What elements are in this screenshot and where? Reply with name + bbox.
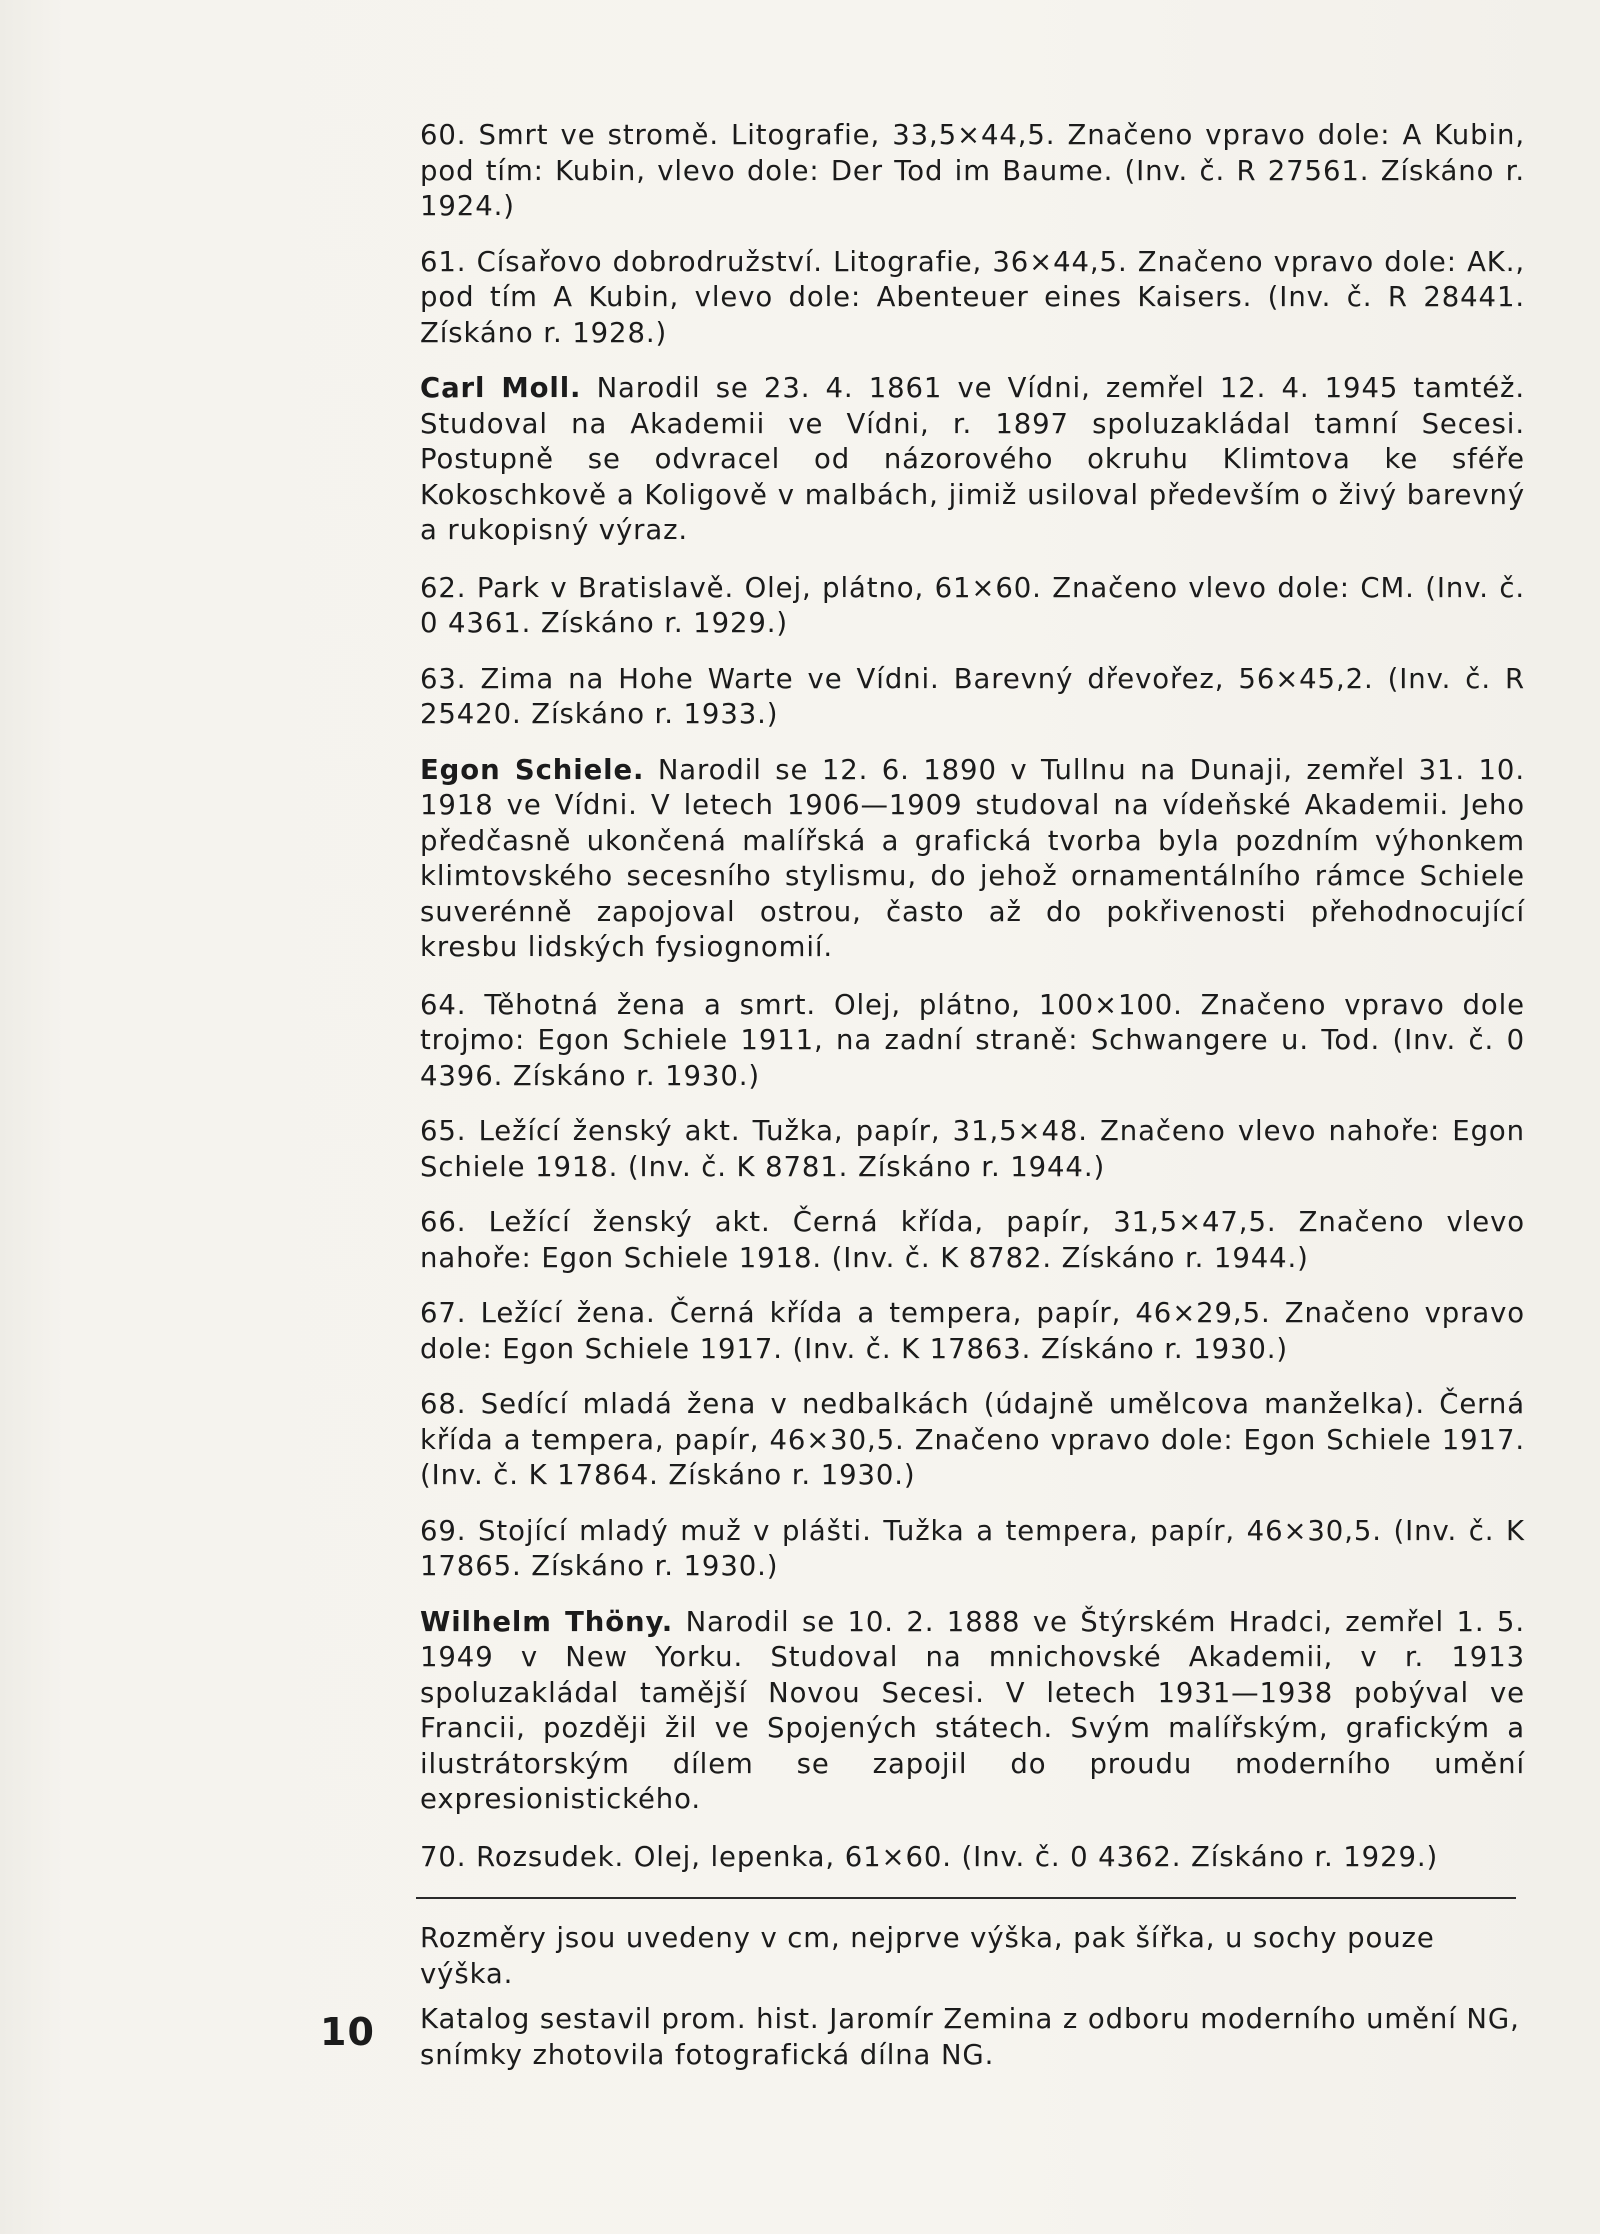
artist-name: Carl Moll. <box>420 372 582 404</box>
catalog-entry-69: 69. Stojící mladý muž v plášti. Tužka a tempera, papír, 46×30,5. (Inv. č. K 17865. Získáno r. 1930.) <box>420 1514 1525 1582</box>
catalog-entry-65: 65. Ležící ženský akt. Tužka, papír, 31,5×48. Značeno vlevo nahoře: Egon Schiele 1918. (Inv. č. K 8781. Získáno r. 1944.) <box>420 1115 1525 1183</box>
artist-name: Egon Schiele. <box>420 753 645 786</box>
page-number: 10 <box>320 2010 375 2054</box>
catalog-text <box>420 118 1525 2083</box>
artist-bio-schiele <box>420 753 1525 966</box>
artist-bio-text: Narodil se 10. 2. 1888 ve Štýrském Hradci, zemřel 1. 5. 1949 v New Yorku. Studoval na mnichovské Akademii, v r. 1913 spoluzakládal tamější Novou Secesi. V letech 1931—1938 pobýval ve Francii, později žil ve Spojených státech. Svým malířským, grafickým a ilustrátorským dílem se zapojil do proudu moderního umění expresionistického. <box>420 1605 1525 1815</box>
catalog-entry-60: 60. Smrt ve stromě. Litografie, 33,5×44,5. Značeno vpravo dole: A Kubin, pod tím: Kubin, vlevo dole: Der Tod im Baume. (Inv. č. R 27561. Získáno r. 1924.) <box>420 119 1525 222</box>
catalog-entry-70: 70. Rozsudek. Olej, lepenka, 61×60. (Inv. č. 0 4362. Získáno r. 1929.) <box>420 1840 1439 1873</box>
footnotes <box>420 1921 1525 2073</box>
catalog-entry-64: 64. Těhotná žena a smrt. Olej, plátno, 100×100. Značeno vpravo dole trojmo: Egon Schiele 1911, na zadní straně: Schwangere u. Tod. (Inv. č. 0 4396. Získáno r. 1930.) <box>420 988 1525 1092</box>
catalog-entry-67: 67. Ležící žena. Černá křída a tempera, papír, 46×29,5. Značeno vpravo dole: Egon Schiele 1917. (Inv. č. K 17863. Získáno r. 1930.) <box>420 1297 1525 1365</box>
catalog-entry-63: 63. Zima na Hohe Warte ve Vídni. Barevný dřevořez, 56×45,2. (Inv. č. R 25420. Získáno r. 1933.) <box>420 662 1525 730</box>
catalog-entry-66: 66. Ležící ženský akt. Černá křída, papír, 31,5×47,5. Značeno vlevo nahoře: Egon Schiele 1918. (Inv. č. K 8782. Získáno r. 1944.) <box>420 1206 1525 1274</box>
catalog-entry-68: 68. Sedící mladá žena v nedbalkách (údajně umělcova manželka). Černá křída a tempera, papír, 46×30,5. Značeno vpravo dole: Egon Schiele 1917. (Inv. č. K 17864. Získáno r. 1930.) <box>420 1388 1525 1491</box>
artist-bio-thony <box>420 1605 1525 1818</box>
artist-bio-text: Narodil se 23. 4. 1861 ve Vídni, zemřel 12. 4. 1945 tamtéž. Studoval na Akademii ve Vídni, r. 1897 spoluzakládal tamní Secesi. Postupně se odvracel od názorového okruhu Klimtova ke sféře Kokoschkově a Koligově v malbách, jimiž usiloval především o živý barevný a rukopisný výraz. <box>420 372 1525 546</box>
catalog-entry-62: 62. Park v Bratislavě. Olej, plátno, 61×60. Značeno vlevo dole: CM. (Inv. č. 0 4361. Získáno r. 1929.) <box>420 571 1525 639</box>
artist-bio-text: Narodil se 12. 6. 1890 v Tullnu na Dunaji, zemřel 31. 10. 1918 ve Vídni. V letech 1906—1909 studoval na vídeňské Akademii. Jeho předčasně ukončená malířská a grafická tvorba byla pozdním výhonkem klimtovského secesního stylismu, do jehož ornamentálního rámce Schiele suverénně zapojoval ostrou, často až do pokřivenosti přehodnocující kresbu lidských fysiognomií. <box>420 753 1525 963</box>
footnote-dimensions: Rozměry jsou uvedeny v cm, nejprve výška, pak šířka, u sochy pouze výška. <box>420 1922 1435 1990</box>
artist-bio-moll <box>420 371 1525 549</box>
footnote-divider <box>416 1897 1516 1899</box>
artist-name: Wilhelm Thöny. <box>420 1605 674 1638</box>
footnote-credits: Katalog sestavil prom. hist. Jaromír Zemina z odboru moderního umění NG, snímky zhotovila fotografická dílna NG. <box>420 2003 1520 2071</box>
catalog-entry-61: 61. Císařovo dobrodružství. Litografie, 36×44,5. Značeno vpravo dole: AK., pod tím A Kubin, vlevo dole: Abenteuer eines Kaisers. (Inv. č. R 28441. Získáno r. 1928.) <box>420 245 1525 349</box>
